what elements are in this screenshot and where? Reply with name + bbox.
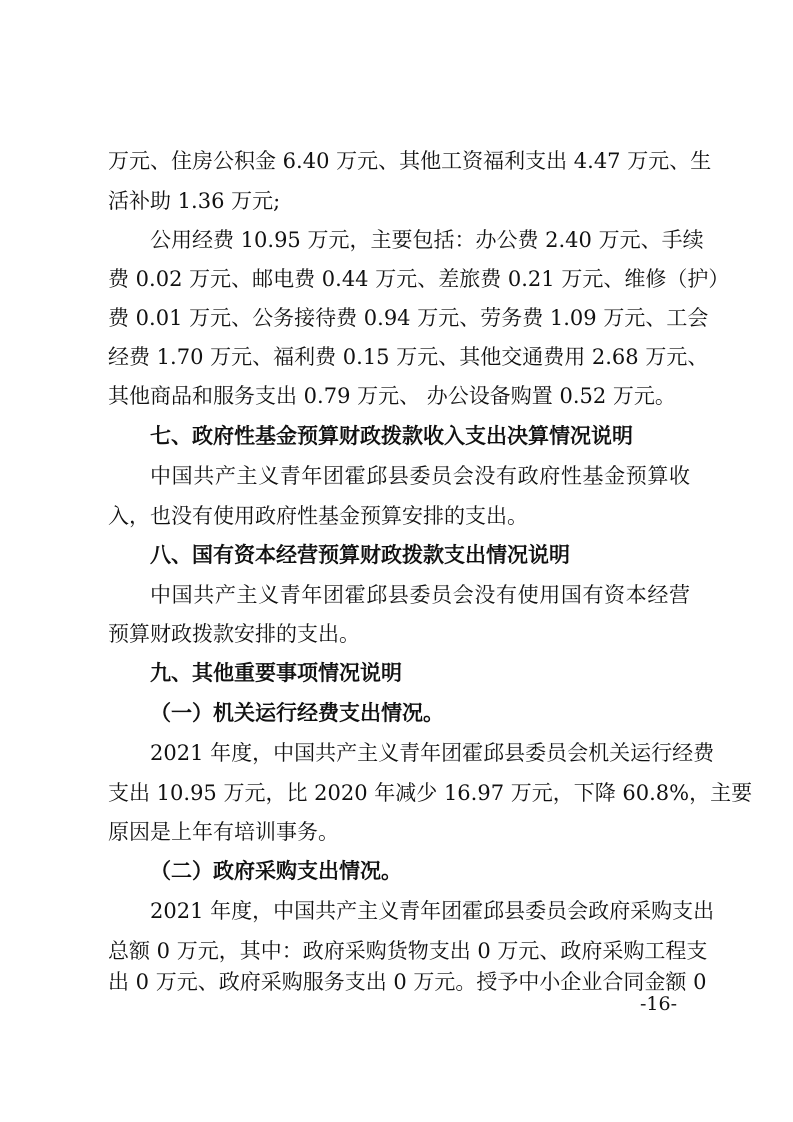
text-line: 其他商品和服务支出 0.79 万元、 办公设备购置 0.52 万元。 xyxy=(108,384,676,408)
section-heading-8: 八、国有资本经营预算财政拨款支出情况说明 xyxy=(150,543,570,567)
text-line: 2021 年度，中国共产主义青年团霍邱县委员会政府采购支出 xyxy=(150,899,715,923)
text-line: 经费 1.70 万元、福利费 0.15 万元、其他交通费用 2.68 万元、 xyxy=(108,345,709,369)
text-line: 中国共产主义青年团霍邱县委员会没有政府性基金预算收 xyxy=(150,464,690,488)
text-line: 费 0.01 万元、公务接待费 0.94 万元、劳务费 1.09 万元、工会 xyxy=(108,306,709,330)
text-line: 公用经费 10.95 万元，主要包括：办公费 2.40 万元、手续 xyxy=(150,228,704,252)
text-line: 预算财政拨款安排的支出。 xyxy=(108,622,360,646)
text-line: 出 0 万元、政府采购服务支出 0 万元。授予中小企业合同金额 0 xyxy=(108,970,707,994)
text-line: 2021 年度，中国共产主义青年团霍邱县委员会机关运行经费 xyxy=(150,741,715,765)
page-number: -16- xyxy=(640,993,678,1015)
text-line: 总额 0 万元，其中：政府采购货物支出 0 万元、政府采购工程支 xyxy=(108,939,708,963)
subsection-heading-1: （一）机关运行经费支出情况。 xyxy=(150,701,444,725)
text-line: 支出 10.95 万元，比 2020 年减少 16.97 万元，下降 60.8%，主要 xyxy=(108,781,753,805)
text-line: 中国共产主义青年团霍邱县委员会没有使用国有资本经营 xyxy=(150,583,690,607)
section-heading-9: 九、其他重要事项情况说明 xyxy=(150,661,402,685)
text-line: 万元、住房公积金 6.40 万元、其他工资福利支出 4.47 万元、生 xyxy=(108,149,712,173)
subsection-heading-2: （二）政府采购支出情况。 xyxy=(150,859,402,883)
section-heading-7: 七、政府性基金预算财政拨款收入支出决算情况说明 xyxy=(150,424,633,448)
text-line: 入，也没有使用政府性基金预算安排的支出。 xyxy=(108,504,528,528)
text-line: 活补助 1.36 万元; xyxy=(108,189,281,213)
text-line: 费 0.02 万元、邮电费 0.44 万元、差旅费 0.21 万元、维修（护） xyxy=(108,267,730,291)
text-line: 原因是上年有培训事务。 xyxy=(108,820,339,844)
